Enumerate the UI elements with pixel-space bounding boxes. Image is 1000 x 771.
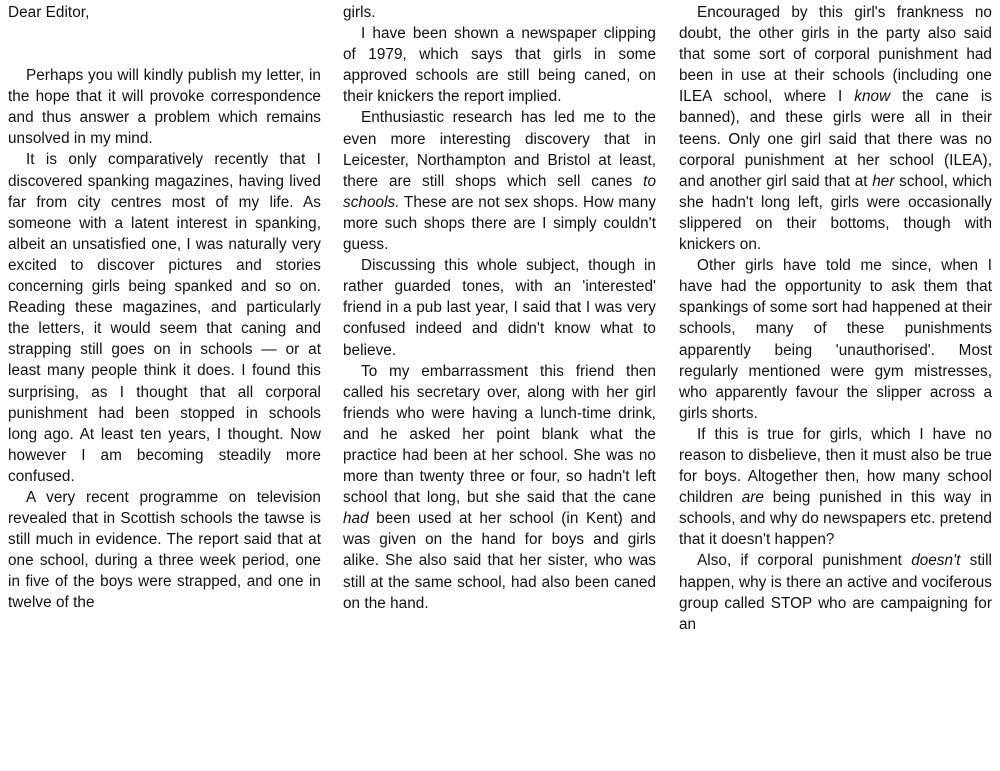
letter-column-3 bbox=[679, 2, 992, 635]
paragraph bbox=[8, 65, 321, 149]
paragraph-text: Discussing this whole subject, though in rather guarded tones, with an 'interested' friend in a pub last year, I said that I was very confused indeed and didn't know what to believe. bbox=[343, 257, 656, 359]
paragraph bbox=[343, 107, 656, 255]
paragraph-text: A very recent programme on television revealed that in Scottish schools the tawse is still much in evidence. The report said that at one school, during a three week period, one in five of the boys were strapped, and one in twelve of the bbox=[8, 488, 321, 612]
paragraph bbox=[8, 487, 321, 614]
paragraph-text: These are not sex shops. How many more such shops there are I simply couldn't guess. bbox=[343, 193, 656, 254]
paragraph bbox=[679, 424, 992, 551]
paragraph-text: been used at her school (in Kent) and was given on the hand for boys and girls alike. She also said that her sister, who was still at the same school, had also been caned on the hand. bbox=[343, 510, 656, 612]
paragraph-text: Enthusiastic research has led me to the even more interesting discovery that in Leicester, Northampton and Bristol at least, there are still shops which sell canes bbox=[343, 109, 656, 190]
paragraph bbox=[679, 255, 992, 424]
paragraph bbox=[679, 2, 992, 255]
paragraph-text: It is only comparatively recently that I discovered spanking magazines, having lived far from city centres most of my life. As someone with a latent interest in spanking, albeit an unsatisfied one, I was naturally very excited to discover pictures and stories concerning girls being spanked and so on. Reading these magazines, and particularly the letters, it would seem that caning and strapping still goes on in schools — or at least many people think it does. I found this surprising, as I thought that all corporal punishment had been stopped in schools long ago. At least ten years, I thought. Now however I am becoming steadily more confused. bbox=[8, 151, 321, 485]
paragraph bbox=[343, 361, 656, 614]
paragraph-text: I have been shown a newspaper clipping of 1979, which says that girls in some approved schools are still being caned, on their knickers the report implied. bbox=[343, 25, 656, 106]
paragraph bbox=[343, 23, 656, 107]
paragraph-text: Encouraged by this girl's frankness no doubt, the other girls in the party also said that some sort of corporal punishment had been in use at their schools (including one ILEA school, where I bbox=[679, 4, 992, 106]
emphasis-text: to schools. bbox=[343, 172, 656, 211]
paragraph-text: Also, if corporal punishment bbox=[697, 552, 902, 570]
emphasis-text: doesn't bbox=[911, 552, 961, 570]
paragraph-text: Perhaps you will kindly publish my letter, in the hope that it will provoke correspondence and thus answer a problem which remains unsolved in my mind. bbox=[8, 67, 321, 148]
emphasis-text: are bbox=[741, 489, 764, 507]
paragraph bbox=[679, 550, 992, 634]
paragraph bbox=[8, 149, 321, 487]
paragraph-text: If this is true for girls, which I have no reason to disbelieve, then it must also be true for boys. Altogether then, how many school children bbox=[679, 425, 992, 507]
emphasis-text: know bbox=[854, 88, 891, 106]
paragraph-text: school, which she hadn't long left, girls were occasionally slippered on their bottoms, though with knickers on. bbox=[679, 172, 992, 254]
emphasis-text: had bbox=[343, 510, 369, 528]
paragraph-text: being punished in this way in schools, and why do newspapers etc. pretend that it doesn't happen? bbox=[679, 489, 992, 549]
letter-column-2 bbox=[343, 2, 656, 614]
paragraph-continuation bbox=[343, 2, 656, 23]
paragraph-text: the cane is banned), and these girls were all in their teens. Only one girl said that there was no corporal punishment at her school (ILEA), and another girl said that at bbox=[679, 88, 992, 190]
emphasis-text: her bbox=[872, 172, 895, 190]
paragraph-text: To my embarrassment this friend then called his secretary over, along with her girl friends who were having a lunch-time drink, and he asked her point blank what the practice had been at her school. She was no more than twenty three or four, so hadn't left school that long, but she said that the cane bbox=[343, 362, 656, 507]
paragraph bbox=[343, 255, 656, 360]
paragraph-text: girls. bbox=[343, 4, 376, 21]
paragraph-text: Other girls have told me since, when I have had the opportunity to ask them that spankings of some sort had happened at their schools, many of these punishments apparently being 'unauthorised'. Most regularly mentioned were gym mistresses, who apparently favour the slipper across a girls shorts. bbox=[679, 257, 992, 422]
paragraph-text: still happen, why is there an active and vociferous group called STOP who are campaigning for an bbox=[679, 552, 992, 633]
letter-column-1 bbox=[8, 2, 321, 614]
salutation: Dear Editor, bbox=[8, 4, 90, 21]
